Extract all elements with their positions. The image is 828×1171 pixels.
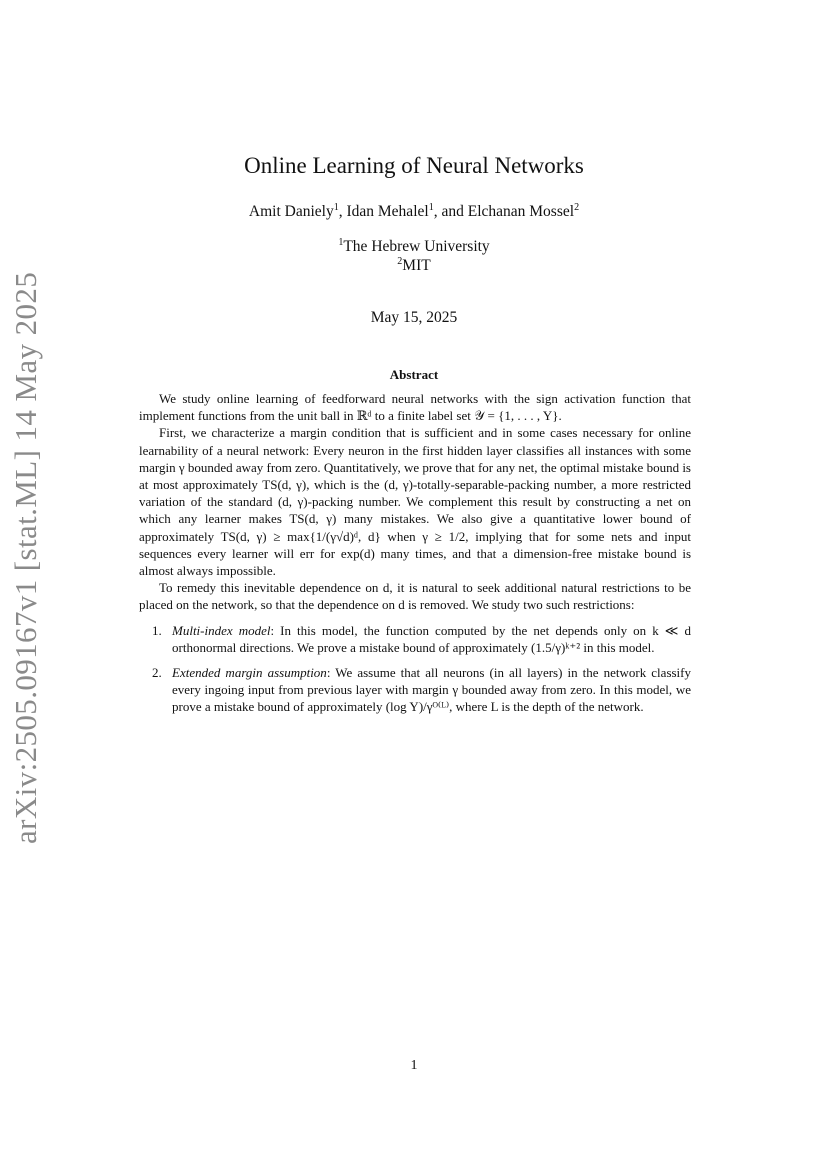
paper-title: Online Learning of Neural Networks [244,153,584,178]
abstract-paragraph: To remedy this inevitable dependence on d, it is natural to seek additional natural restrictions to be placed on the network, so that the dependence on d is removed. We study two such restrictions: [139,580,691,613]
restriction-label: Extended margin assumption [172,665,327,681]
author-affiliation-mark: 1 [333,201,339,213]
affiliation [0,238,828,256]
restriction-text: : In this model, the function computed by the net depends only on k ≪ d orthonormal directions. We prove a mistake bound of approximately (1.5/γ)ᵏ⁺² in this model. [172,622,691,655]
publication-date: May 15, 2025 [370,309,458,326]
affiliation [0,257,828,275]
restriction-text: : We assume that all neurons (in all layers) in the network classify every ingoing input from previous layer with margin γ bounded away from zero. In this model, we prove a mistake bound of approximately (log Y)/γᴼ⁽ᴸ⁾, where L is the depth of the network. [172,665,692,715]
abstract-heading: Abstract [389,367,439,382]
author-name: Elchanan Mossel [467,203,575,220]
abstract-body [139,390,691,724]
restriction-item [139,622,691,656]
restriction-list [139,622,691,716]
author-separator: , and [433,203,468,220]
page-number: 1 [410,1058,418,1073]
author-affiliation-mark: 1 [428,201,434,213]
author-separator: , [338,203,347,220]
author-name: Idan Mehalel [346,203,429,220]
restriction-number: 1. [152,622,162,638]
affiliation-mark: 1 [338,236,344,248]
affiliation-mark: 2 [397,255,403,267]
affiliation-name: The Hebrew University [343,238,490,255]
author-list [0,203,828,221]
restriction-label: Multi-index model [172,622,271,638]
restriction-number: 2. [152,665,162,681]
arxiv-identifier-stamp: arXiv:2505.09167v1 [stat.ML] 14 May 2025 [8,271,43,844]
affiliation-name: MIT [402,257,431,274]
author-name: Amit Daniely [248,203,334,220]
restriction-item [139,664,691,716]
abstract-paragraph: First, we characterize a margin condition that is sufficient and in some cases necessary for online learnability of a neural network: Every neuron in the first hidden layer classifies all instances with some margin γ bounded away from zero. Quantitatively, we prove that for any net, the optimal mistake bound is at most approximately TS(d, γ), which is the (d, γ)-totally-separable-packing number, a more restricted variation of the standard (d, γ)-packing number. We complement this result by constructing a net on which any learner makes TS(d, γ) many mistakes. We also give a quantitative lower bound of approximately TS(d, γ) ≥ max{1/(γ√d)ᵈ, d} when γ ≥ 1/2, implying that for some nets and input sequences every learner will err for exp(d) many times, and that a dimension-free mistake bound is almost always impossible. [139,425,691,579]
abstract-paragraph: We study online learning of feedforward neural networks with the sign activation function that implement functions from the unit ball in ℝᵈ to a finite label set 𝒴 = {1, . . . , Y}. [139,391,691,424]
author-affiliation-mark: 2 [574,201,580,213]
